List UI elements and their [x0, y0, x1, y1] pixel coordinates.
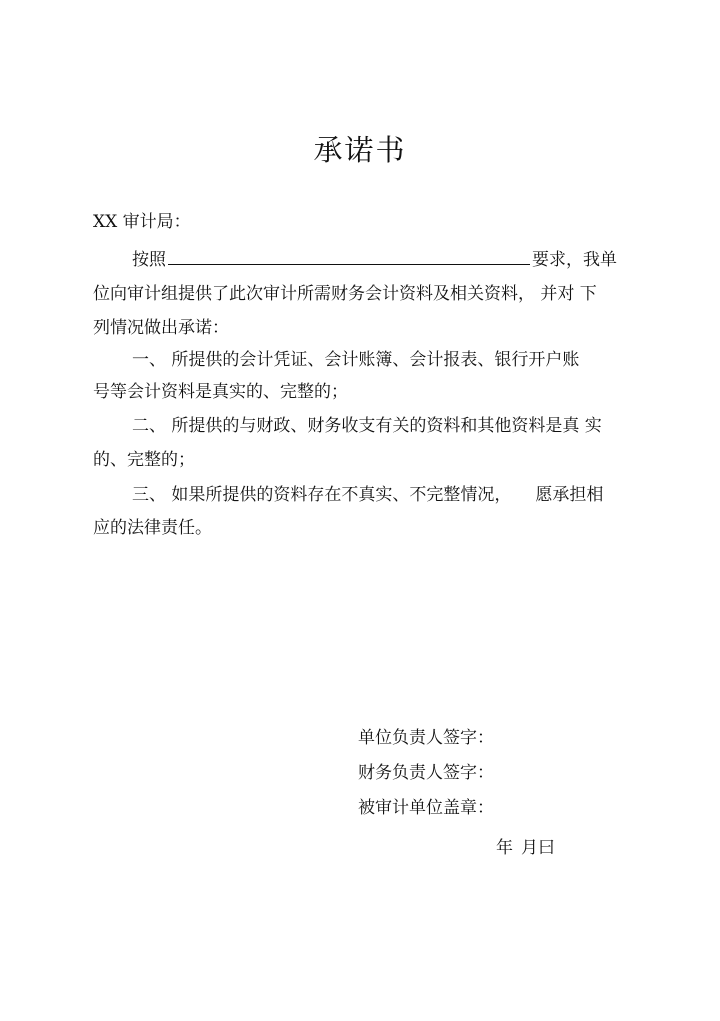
item-3-text-b: 愿承担相 [535, 485, 604, 505]
unit-head-signature-label: 单位负责人签字： [358, 728, 494, 748]
date-year: 年 [496, 838, 513, 858]
item-3-text-a: 三、 如果所提供的资料存在不真实、不完整情况， [132, 485, 512, 505]
intro-line-3: 列情况做出承诺： [93, 318, 229, 338]
item-1-line-1: 一、 所提供的会计凭证、会计账簿、会计报表、银行开户账 [132, 350, 580, 370]
document-title: 承诺书 [313, 133, 407, 167]
item-3-line-1 [132, 485, 603, 505]
date-line [496, 833, 555, 858]
finance-head-signature-label: 财务负责人签字： [358, 763, 494, 783]
salutation: XX 审计局： [93, 212, 191, 232]
intro-line-1 [132, 248, 617, 270]
item-3-line-2: 应的法律责任。 [93, 518, 212, 538]
fill-in-blank [168, 248, 530, 265]
intro-suffix: 要求，我单 [532, 250, 617, 270]
intro-line-2: 位向审计组提供了此次审计所需财务会计资料及相关资料， 并对 下 [93, 284, 597, 304]
item-2-line-1: 二、 所提供的与财政、财务收支有关的资料和其他资料是真 实 [132, 416, 602, 436]
item-1-line-2: 号等会计资料是真实的、完整的； [93, 382, 348, 402]
item-2-line-2: 的、完整的； [93, 450, 195, 470]
intro-prefix: 按照 [132, 250, 166, 270]
seal-label: 被审计单位盖章： [358, 798, 494, 818]
date-monthday: 月曰 [521, 838, 555, 858]
